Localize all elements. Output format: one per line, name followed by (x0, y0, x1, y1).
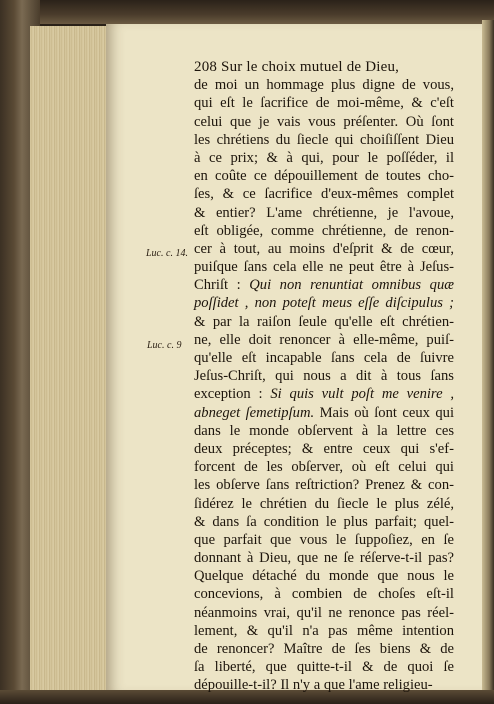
margin-note-luc-9: Luc. c. 9 (147, 340, 182, 351)
text-line: les chrétiens du ſiecle qui choiſiſſent Dieu (194, 131, 454, 148)
text-line: dans le monde obſervent à la lettre ces (194, 422, 454, 439)
text-line: donnant à Dieu, que ne ſe réſerve-t-il pas? (194, 550, 454, 567)
text-line (194, 385, 454, 403)
text-line: de moi un hommage plus digne de vous, (194, 77, 454, 94)
text-line: puiſque ſans cela elle ne peut être à Jeſus- (194, 259, 454, 276)
text-line (194, 276, 454, 294)
text-line: qu'elle eſt incapable ſans cela de ſuivre (194, 350, 454, 366)
text-line: lement, & qu'il n'a pas même intention (194, 622, 454, 639)
text-line (194, 404, 454, 422)
book-cover-top (0, 0, 494, 24)
text-line: ſes, & ce ſacrifice d'eux-mêmes complet (194, 186, 454, 203)
text-line: ne, elle doit renoncer à elle-même, puiſ- (194, 331, 454, 348)
text-line (194, 294, 454, 312)
text-line: concevions, à combien de choſes eſt-il (194, 586, 454, 603)
text-line: & entier? L'ame chrétienne, je l'avoue, (194, 204, 454, 221)
latin-quote: poſſidet , non poteſt meus eſſe diſcipulus ; (194, 295, 454, 312)
latin-quote: Si quis vult poſt me venire , (270, 386, 454, 403)
text-line: & dans ſa condition le plus parfait; quel- (194, 513, 454, 530)
text-line: forcent de les obſerver, où eſt celui qui (194, 459, 454, 476)
body-text (194, 76, 454, 694)
text-line: deux préceptes; & entre ceux qui s'ef- (194, 440, 454, 457)
text-line: les obſerve ſans reſtriction? Prenez & con- (194, 477, 454, 494)
text-line: qui eſt le ſacrifice de moi-même, & c'eſt (194, 95, 454, 112)
text-line: à ce prix; & à qui, pour le poſſéder, il (194, 149, 454, 166)
text-line: que parfait que vous le ſuppoſiez, en ſe (194, 531, 454, 548)
latin-quote: abneget ſemetipſum. (194, 404, 315, 421)
text-line: celui que je vais vous préſenter. Où ſont (194, 113, 454, 130)
text-line: en coûte ce dépouillement de toutes cho- (194, 168, 454, 185)
text-line: ſa liberté, que quitte-t-il & de quoi ſe (194, 659, 454, 676)
text-line: Jeſus-Chriſt, qui nous a dit à tous ſans (194, 368, 454, 385)
text-line: eſt obligée, comme chrétienne, de renon- (194, 222, 454, 239)
text-line: néanmoins vrai, qu'il ne renonce pas réel- (194, 604, 454, 621)
text-line: dépouille-t-il? Il n'y a que l'ame religieu- (194, 677, 433, 694)
text-segment: Mais où ſont ceux qui (314, 404, 454, 421)
text-line: cer à tout, au moins d'eſprit & de cœur, (194, 240, 454, 257)
text-block (194, 58, 454, 695)
text-line: Quelque détaché du monde que nous le (194, 568, 454, 585)
latin-quote: Qui non renuntiat omnibus quæ (249, 277, 454, 294)
facing-page-edge (482, 20, 494, 704)
page-edges (30, 26, 109, 690)
text-segment: exception : (194, 386, 271, 403)
text-segment: Chriſt : (194, 277, 250, 294)
text-line: de renoncer? Maître de ſes biens & de (194, 641, 454, 657)
text-line: ſidérez le chrétien du ſiecle le plus zélé, (194, 495, 454, 512)
running-head: 208 Sur le choix mutuel de Dieu, (194, 59, 400, 75)
margin-note-luc-14: Luc. c. 14. (146, 248, 188, 259)
text-line: & par la raiſon ſeule qu'elle eſt chrétien- (194, 313, 454, 330)
